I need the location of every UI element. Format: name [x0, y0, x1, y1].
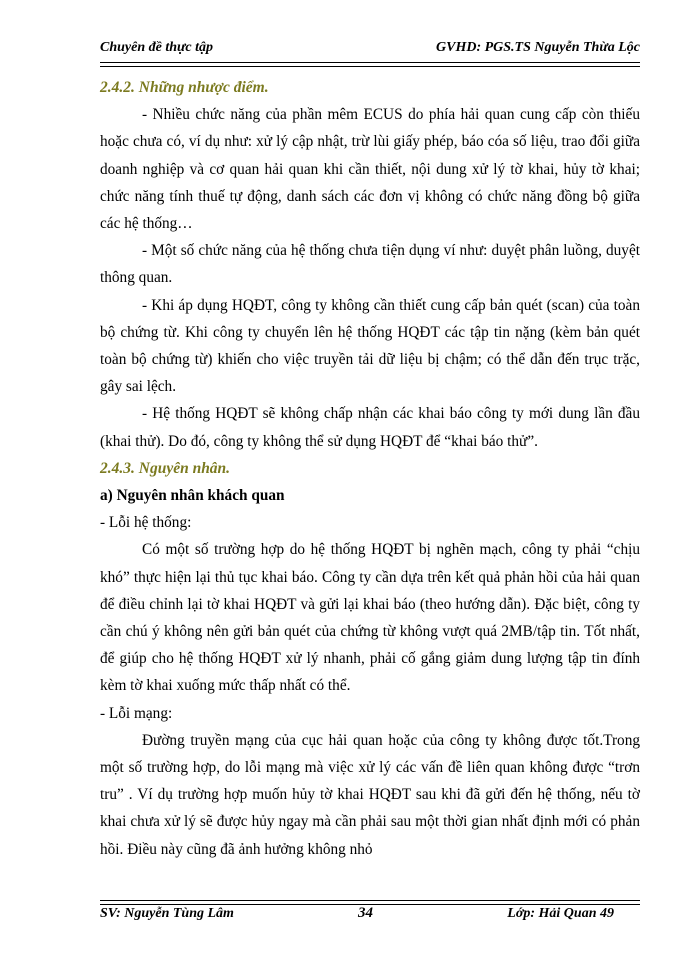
- label-system-error: - Lỗi hệ thống:: [100, 514, 192, 532]
- subheading-objective-causes: a) Nguyên nhân khách quan: [100, 487, 285, 505]
- page-body: [100, 74, 640, 863]
- section-heading-243: 2.4.3. Nguyên nhân.: [100, 459, 231, 477]
- header-divider: [100, 62, 640, 67]
- page-header: [100, 40, 640, 62]
- header-supervisor: GVHD: PGS.TS Nguyễn Thừa Lộc: [436, 40, 640, 55]
- footer-class: Lớp: Hải Quan 49: [507, 906, 614, 921]
- paragraph-weakness-2: - Một số chức năng của hệ thống chưa tiện dụng ví như: duyệt phân luồng, duyệt thông quan.: [100, 242, 640, 287]
- paragraph-weakness-4: - Hệ thống HQĐT sẽ không chấp nhận các khai báo công ty mới dung lần đầu (khai thử). Do đó, công ty không thể sử dụng HQĐT để “khai báo thử”.: [100, 405, 640, 450]
- paragraph-weakness-1: - Nhiều chức năng của phần mêm ECUS do phía hải quan cung cấp còn thiếu hoặc chưa có, ví dụ như: xử lý cập nhật, trừ lùi giấy phép, báo cóa số liệu, trao đổi giữa doanh nghiệp và cơ quan hải quan khi cần thiết, nội dung xử lý tờ khai, hủy tờ khai; chức năng tính thuế tự động, danh sách các đơn vị không có chức năng đồng bộ giữa các hệ thống…: [100, 106, 640, 233]
- section-heading-242: 2.4.2. Những nhược điểm.: [100, 79, 269, 96]
- paragraph-network-error: Đường truyền mạng của cục hải quan hoặc của công ty không được tốt.Trong một số trường hợp, do lỗi mạng mà việc xử lý các vấn đề liên quan không được “trơn tru” . Ví dụ trường hợp muốn hủy tờ khai HQĐT sau khi đã gửi đến hệ thống, nếu tờ khai chưa xử lý sẽ được hủy ngay mà cần phải sau một thời gian nhất định mới có phản hồi. Điều này cũng đã ảnh hưởng không nhỏ: [100, 731, 640, 858]
- header-document-type: Chuyên đề thực tập: [100, 40, 214, 55]
- footer-student: SV: Nguyễn Tùng Lâm: [100, 906, 234, 921]
- paragraph-system-error: Có một số trường hợp do hệ thống HQĐT bị nghẽn mạch, công ty phải “chịu khó” thực hiện lại thủ tục khai báo. Công ty cần dựa trên kết quả phản hồi của hải quan để điều chỉnh lại tờ khai HQĐT và gửi lại khai báo (theo hướng dẫn). Đặc biệt, công ty cần chú ý không nên gửi bản quét của chứng từ không vượt quá 2MB/tập tin. Tốt nhất, để giúp cho hệ thống HQĐT xử lý nhanh, phải cố gắng giảm dung lượng tập tin đính kèm tờ khai xuống mức thấp nhất có thể.: [100, 541, 640, 695]
- label-network-error: - Lỗi mạng:: [100, 704, 173, 722]
- page-footer: [100, 906, 640, 928]
- paragraph-weakness-3: - Khi áp dụng HQĐT, công ty không cần thiết cung cấp bản quét (scan) của toàn bộ chứng từ. Khi công ty chuyển lên hệ thống HQĐT các tập tin nặng (kèm bản quét toàn bộ chứng từ) khiến cho việc truyền tải dữ liệu bị chậm; có thể dẫn đến trục trặc, gây sai lệch.: [100, 296, 640, 396]
- page-number: 34: [358, 905, 373, 921]
